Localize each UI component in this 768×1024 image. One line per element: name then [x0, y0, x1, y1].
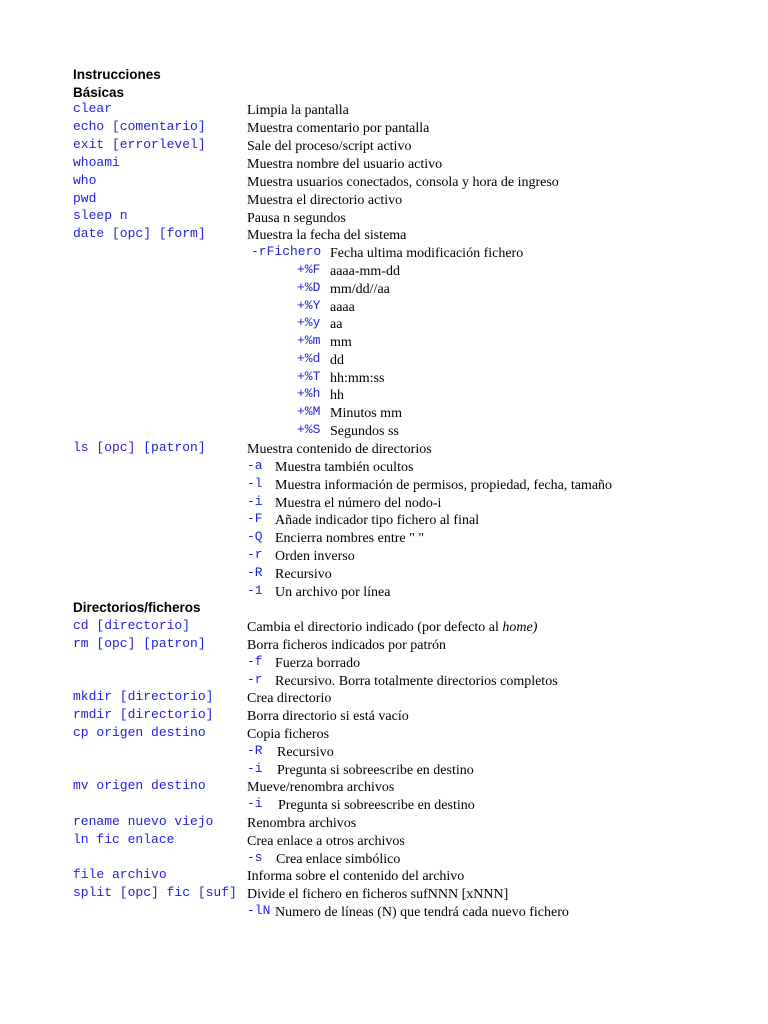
opt-mv-i: -i	[247, 796, 263, 811]
desc-ln: Crea enlace a otros archivos	[247, 834, 405, 849]
opt-date-S: +%S	[297, 422, 321, 437]
opt-date-D: +%D	[297, 280, 321, 295]
opt-date-F: +%F	[297, 262, 321, 277]
desc-exit: Sale del proceso/script activo	[247, 139, 412, 154]
opt-date-T: +%T	[297, 369, 321, 384]
heading-basicas: Básicas	[73, 85, 125, 100]
opt-desc-date-T: hh:mm:ss	[330, 371, 385, 386]
opt-desc-date-Y: aaaa	[330, 300, 355, 315]
desc-whoami: Muestra nombre del usuario activo	[247, 157, 443, 172]
opt-desc-ls-F: Añade indicador tipo fichero al final	[275, 513, 480, 528]
opt-ls-a: -a	[247, 458, 263, 473]
opt-desc-rm-r: Recursivo. Borra totalmente directorios completos	[275, 674, 558, 689]
cmd-cd: cd [directorio]	[73, 618, 191, 633]
desc-file: Informa sobre el contenido del archivo	[247, 869, 465, 884]
opt-desc-ls-a: Muestra también ocultos	[275, 460, 414, 475]
opt-rm-f: -f	[247, 654, 263, 669]
opt-ls-F: -F	[247, 511, 263, 526]
opt-desc-cp-R: Recursivo	[277, 745, 334, 760]
opt-date-rfichero: -rFichero	[251, 244, 322, 259]
opt-desc-ls-i: Muestra el número del nodo-i	[275, 496, 442, 511]
desc-date: Muestra la fecha del sistema	[247, 228, 407, 243]
opt-desc-date-m: mm	[330, 335, 352, 350]
cmd-echo: echo [comentario]	[73, 119, 206, 134]
cmd-rmdir: rmdir [directorio]	[73, 707, 214, 722]
desc-rename: Renombra archivos	[247, 816, 357, 831]
opt-date-h: +%h	[297, 386, 321, 401]
desc-rmdir: Borra directorio si está vacío	[247, 709, 409, 724]
desc-cp: Copia ficheros	[247, 727, 330, 742]
opt-desc-date-rfichero: Fecha ultima modificación fichero	[330, 246, 524, 261]
opt-date-M: +%M	[297, 404, 321, 419]
opt-rm-r: -r	[247, 672, 263, 687]
opt-ln-s: -s	[247, 850, 263, 865]
cmd-ls: ls [opc] [patron]	[73, 440, 206, 455]
desc-sleep: Pausa n segundos	[247, 211, 346, 226]
cmd-date: date [opc] [form]	[73, 226, 206, 241]
opt-cp-R: -R	[247, 743, 263, 758]
opt-desc-date-M: Minutos mm	[330, 406, 402, 421]
opt-desc-ls-l: Muestra información de permisos, propiedad, fecha, tamaño	[275, 478, 613, 493]
opt-date-y: +%y	[297, 315, 321, 330]
opt-desc-mv-i: Pregunta si sobreescribe en destino	[278, 798, 475, 813]
cmd-who: who	[73, 173, 97, 188]
desc-mkdir: Crea directorio	[247, 691, 332, 706]
cmd-pwd: pwd	[73, 191, 97, 206]
opt-ls-R: -R	[247, 565, 263, 580]
opt-split-lN: -lN	[247, 903, 271, 918]
cmd-exit: exit [errorlevel]	[73, 137, 206, 152]
opt-ls-1: -1	[247, 583, 263, 598]
cmd-rm: rm [opc] [patron]	[73, 636, 206, 651]
cmd-file: file archivo	[73, 867, 167, 882]
desc-rm: Borra ficheros indicados por patrón	[247, 638, 447, 653]
heading-instrucciones: Instrucciones	[73, 67, 161, 82]
cmd-split: split [opc] fic [suf]	[73, 885, 237, 900]
cmd-clear: clear	[73, 101, 113, 116]
heading-directorios: Directorios/ficheros	[73, 600, 201, 615]
desc-ls: Muestra contenido de directorios	[247, 442, 432, 457]
opt-desc-date-D: mm/dd//aa	[330, 282, 390, 297]
opt-date-Y: +%Y	[297, 298, 321, 313]
desc-cd-home: home)	[502, 620, 538, 635]
cmd-whoami: whoami	[73, 155, 120, 170]
opt-desc-ls-R: Recursivo	[275, 567, 332, 582]
desc-pwd: Muestra el directorio activo	[247, 193, 403, 208]
opt-desc-ln-s: Crea enlace simbólico	[276, 852, 401, 867]
opt-ls-l: -l	[247, 476, 263, 491]
cmd-sleep: sleep n	[73, 208, 128, 223]
cmd-cp: cp origen destino	[73, 725, 206, 740]
opt-ls-Q: -Q	[247, 529, 263, 544]
opt-desc-date-F: aaaa-mm-dd	[330, 264, 400, 279]
opt-desc-date-h: hh	[330, 388, 344, 403]
opt-desc-rm-f: Fuerza borrado	[275, 656, 361, 671]
desc-clear: Limpia la pantalla	[247, 103, 349, 118]
opt-desc-ls-1: Un archivo por línea	[275, 585, 391, 600]
desc-cd	[247, 619, 537, 637]
opt-ls-i: -i	[247, 494, 263, 509]
cmd-mv: mv origen destino	[73, 778, 206, 793]
opt-date-m: +%m	[297, 333, 321, 348]
desc-split: Divide el fichero en ficheros sufNNN [xNNN]	[247, 887, 509, 902]
desc-mv: Mueve/renombra archivos	[247, 780, 395, 795]
opt-desc-cp-i: Pregunta si sobreescribe en destino	[277, 763, 474, 778]
cmd-mkdir: mkdir [directorio]	[73, 689, 214, 704]
opt-desc-date-d: dd	[330, 353, 344, 368]
opt-desc-date-y: aa	[330, 317, 343, 332]
opt-cp-i: -i	[247, 761, 263, 776]
opt-ls-r: -r	[247, 547, 263, 562]
desc-echo: Muestra comentario por pantalla	[247, 121, 430, 136]
opt-desc-ls-Q: Encierra nombres entre " "	[275, 531, 425, 546]
desc-cd-text: Cambia el directorio indicado (por defecto al	[247, 620, 503, 635]
opt-desc-date-S: Segundos ss	[330, 424, 399, 439]
opt-desc-split-lN: Numero de líneas (N) que tendrá cada nuevo fichero	[275, 905, 569, 920]
opt-desc-ls-r: Orden inverso	[275, 549, 355, 564]
cmd-rename: rename nuevo viejo	[73, 814, 214, 829]
opt-date-d: +%d	[297, 351, 321, 366]
desc-who: Muestra usuarios conectados, consola y hora de ingreso	[247, 175, 559, 190]
cmd-ln: ln fic enlace	[73, 832, 175, 847]
